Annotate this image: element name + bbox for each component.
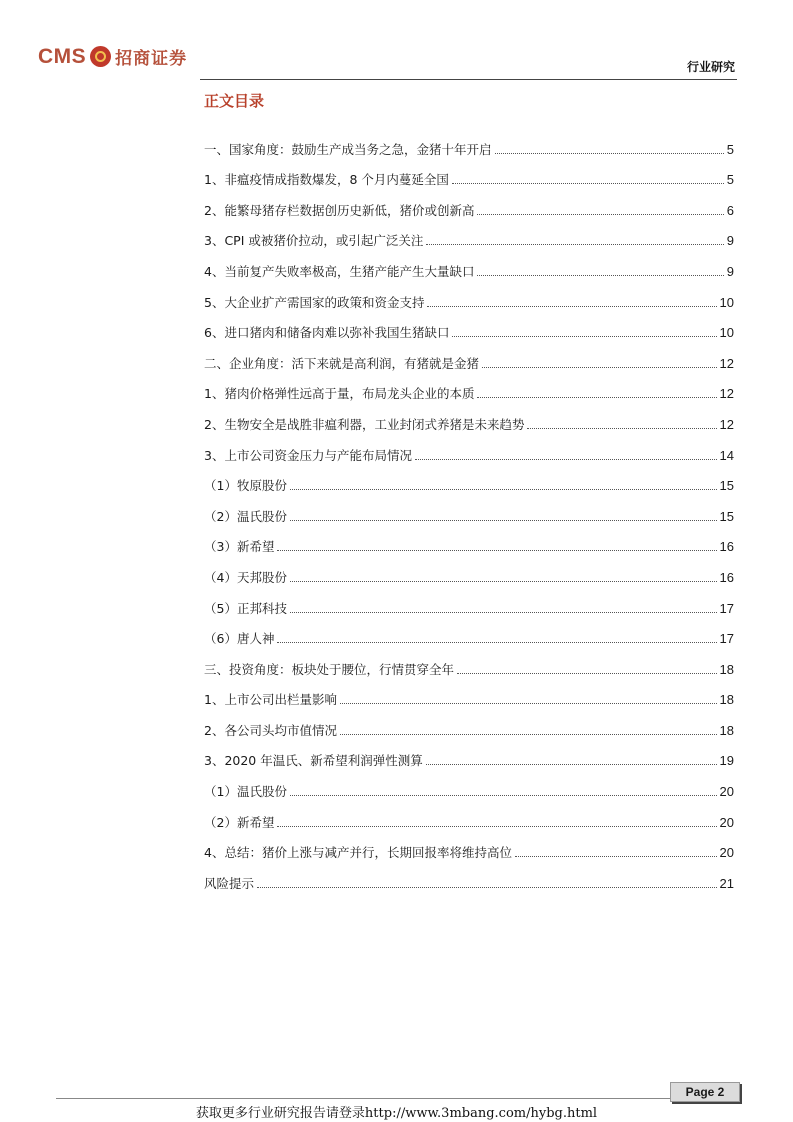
toc-entry[interactable]	[204, 311, 734, 342]
logo-chinese-text: 招商证券	[115, 49, 188, 69]
logo-emblem-icon	[90, 46, 111, 67]
toc-dot-leader	[452, 183, 724, 184]
toc-dot-leader	[515, 856, 717, 857]
toc-dot-leader	[277, 826, 716, 827]
toc-entry-page: 18	[719, 692, 734, 708]
toc-entry[interactable]	[204, 678, 734, 709]
toc-entry[interactable]	[204, 586, 734, 617]
logo-latin-text: CMS	[38, 44, 87, 68]
toc-entry-title: 2、生物安全是战胜非瘟利器，工业封闭式养猪是未来趋势	[204, 416, 525, 432]
toc-entry-title: 2、能繁母猪存栏数据创历史新低，猪价或创新高	[204, 202, 475, 218]
toc-entry-page: 21	[719, 875, 734, 891]
toc-entry-title: （1）牧原股份	[204, 478, 287, 494]
toc-entry[interactable]	[204, 494, 734, 525]
toc-entry-title: 三、投资角度：板块处于腰位，行情贯穿全年	[204, 661, 455, 677]
toc-entry-title: 6、进口猪肉和储备肉难以弥补我国生猪缺口	[204, 325, 450, 341]
toc-entry[interactable]	[204, 861, 734, 892]
toc-dot-leader	[477, 275, 723, 276]
toc-entry[interactable]	[204, 372, 734, 403]
toc-entry[interactable]	[204, 617, 734, 648]
toc-entry-title: 5、大企业扩产需国家的政策和资金支持	[204, 294, 425, 310]
toc-entry-page: 10	[719, 294, 734, 310]
toc-entry[interactable]	[204, 708, 734, 739]
toc-dot-leader	[290, 612, 717, 613]
toc-dot-leader	[495, 153, 724, 154]
toc-entry-page: 12	[719, 355, 734, 371]
toc-entry-page: 5	[726, 141, 734, 157]
toc-dot-leader	[257, 887, 717, 888]
toc-dot-leader	[290, 581, 717, 582]
toc-dot-leader	[340, 703, 717, 704]
toc-entry[interactable]	[204, 219, 734, 250]
table-of-contents	[204, 127, 734, 892]
toc-entry-title: （2）新希望	[204, 814, 275, 830]
toc-dot-leader	[457, 673, 717, 674]
toc-entry-title: 4、当前复产失败率极高，生猪产能产生大量缺口	[204, 263, 475, 279]
toc-entry[interactable]	[204, 555, 734, 586]
toc-entry[interactable]	[204, 464, 734, 495]
toc-entry[interactable]	[204, 280, 734, 311]
toc-entry-title: 3、CPI 或被猪价拉动，或引起广泛关注	[204, 233, 424, 249]
company-logo	[38, 44, 187, 69]
toc-entry-page: 20	[719, 784, 734, 800]
toc-entry-title: 风险提示	[204, 875, 255, 891]
header-divider	[200, 79, 737, 80]
toc-entry[interactable]	[204, 341, 734, 372]
toc-dot-leader	[277, 550, 716, 551]
page-number-badge: Page 2	[670, 1082, 740, 1102]
toc-entry[interactable]	[204, 158, 734, 189]
toc-entry-page: 18	[719, 661, 734, 677]
toc-dot-leader	[290, 520, 717, 521]
toc-entry-title: 3、上市公司资金压力与产能布局情况	[204, 447, 412, 463]
toc-entry[interactable]	[204, 831, 734, 862]
toc-entry-title: 二、企业角度：活下来就是高利润，有猪就是金猪	[204, 355, 480, 371]
footer-divider	[56, 1098, 738, 1099]
toc-entry-title: 1、上市公司出栏量影响	[204, 692, 337, 708]
toc-entry-title: （3）新希望	[204, 539, 275, 555]
toc-dot-leader	[477, 397, 716, 398]
toc-entry[interactable]	[204, 402, 734, 433]
toc-entry[interactable]	[204, 769, 734, 800]
toc-entry-page: 12	[719, 416, 734, 432]
toc-entry-page: 12	[719, 386, 734, 402]
toc-entry[interactable]	[204, 188, 734, 219]
toc-entry-title: 2、各公司头均市值情况	[204, 722, 337, 738]
toc-entry-title: （2）温氏股份	[204, 508, 287, 524]
toc-dot-leader	[427, 306, 716, 307]
toc-entry-page: 19	[719, 753, 734, 769]
toc-entry-page: 20	[719, 845, 734, 861]
toc-dot-leader	[426, 764, 717, 765]
toc-entry-page: 15	[719, 508, 734, 524]
toc-title: 正文目录	[204, 92, 265, 110]
toc-dot-leader	[482, 367, 717, 368]
toc-dot-leader	[340, 734, 717, 735]
toc-entry-title: （5）正邦科技	[204, 600, 287, 616]
toc-entry-title: 1、非瘟疫情成指数爆发，8 个月内蔓延全国	[204, 172, 449, 188]
toc-entry-page: 10	[719, 325, 734, 341]
toc-entry[interactable]	[204, 800, 734, 831]
toc-entry-page: 6	[726, 202, 734, 218]
toc-dot-leader	[477, 214, 723, 215]
toc-entry-title: （4）天邦股份	[204, 569, 287, 585]
toc-entry-page: 18	[719, 722, 734, 738]
toc-entry-title: 3、2020 年温氏、新希望利润弹性测算	[204, 753, 423, 769]
toc-entry-page: 16	[719, 539, 734, 555]
toc-entry-page: 9	[726, 263, 734, 279]
toc-entry-page: 14	[719, 447, 734, 463]
page-header	[0, 0, 793, 90]
toc-entry-page: 9	[726, 233, 734, 249]
toc-entry-page: 15	[719, 478, 734, 494]
toc-entry-page: 16	[719, 569, 734, 585]
toc-entry[interactable]	[204, 647, 734, 678]
toc-dot-leader	[277, 642, 716, 643]
toc-dot-leader	[290, 795, 717, 796]
toc-entry-title: （6）唐人神	[204, 631, 275, 647]
footer-download-note: 获取更多行业研究报告请登录http://www.3mbang.com/hybg.html	[195, 1106, 598, 1121]
toc-dot-leader	[415, 459, 717, 460]
toc-dot-leader	[426, 244, 723, 245]
toc-entry[interactable]	[204, 127, 734, 158]
toc-entry-page: 17	[719, 631, 734, 647]
section-tag: 行业研究	[686, 60, 735, 74]
toc-entry[interactable]	[204, 739, 734, 770]
toc-entry[interactable]	[204, 525, 734, 556]
toc-entry-title: （1）温氏股份	[204, 784, 287, 800]
toc-entry-page: 5	[726, 172, 734, 188]
toc-entry-page: 17	[719, 600, 734, 616]
toc-dot-leader	[527, 428, 716, 429]
toc-dot-leader	[290, 489, 717, 490]
toc-dot-leader	[452, 336, 716, 337]
toc-entry-title: 1、猪肉价格弹性远高于量，布局龙头企业的本质	[204, 386, 475, 402]
toc-entry[interactable]	[204, 249, 734, 280]
toc-entry[interactable]	[204, 433, 734, 464]
toc-entry-title: 4、总结：猪价上涨与减产并行，长期回报率将维持高位	[204, 845, 512, 861]
toc-entry-page: 20	[719, 814, 734, 830]
toc-entry-title: 一、国家角度：鼓励生产成当务之急，金猪十年开启	[204, 141, 492, 157]
